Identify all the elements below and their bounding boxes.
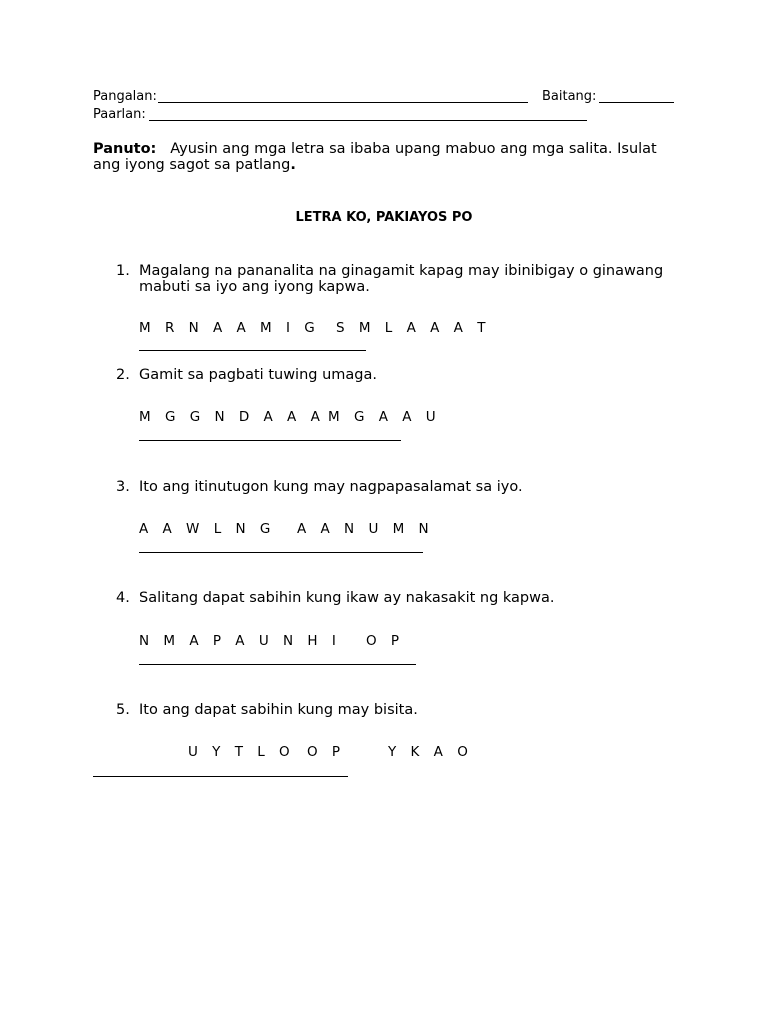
scrambled-word: S M L A A A T xyxy=(336,320,491,336)
scrambled-word: M R N A A M I G xyxy=(139,320,320,336)
worksheet-title: LETRA KO, PAKIAYOS PO xyxy=(295,210,473,225)
answer-line[interactable] xyxy=(139,552,423,553)
instructions-period: . xyxy=(290,157,296,173)
question-number: 1. xyxy=(116,263,130,279)
scrambled-word: U Y T L O xyxy=(188,744,295,760)
question-text: Magalang na pananalita na ginagamit kapag may ibinibigay o ginawang mabuti sa iyo ang iyong kapwa. xyxy=(139,263,664,295)
question-text: Salitang dapat sabihin kung ikaw ay nakasakit ng kapwa. xyxy=(139,590,555,606)
school-answer-line[interactable] xyxy=(149,120,587,121)
name-label: Pangalan: xyxy=(93,89,157,104)
answer-line[interactable] xyxy=(93,776,348,777)
instructions-label: Panuto: xyxy=(93,141,157,157)
instructions xyxy=(93,141,668,173)
scrambled-word: M G A A U xyxy=(328,409,441,425)
grade-label: Baitang: xyxy=(542,89,597,104)
scrambled-word: M G G N D A A A xyxy=(139,409,325,425)
question-text: Ito ang itinutugon kung may nagpapasalamat sa iyo. xyxy=(139,479,523,495)
scrambled-word: Y K A O xyxy=(388,744,473,760)
question-number: 2. xyxy=(116,367,130,383)
scrambled-word: A A W L N G xyxy=(139,521,276,537)
answer-line[interactable] xyxy=(139,440,401,441)
school-label: Paarlan: xyxy=(93,107,146,122)
question-text: Ito ang dapat sabihin kung may bisita. xyxy=(139,702,418,718)
question-text: Gamit sa pagbati tuwing umaga. xyxy=(139,367,377,383)
scrambled-word: N M A P A U N H I xyxy=(139,633,341,649)
question-number: 3. xyxy=(116,479,130,495)
answer-line[interactable] xyxy=(139,350,366,351)
grade-answer-line[interactable] xyxy=(599,102,674,103)
name-answer-line[interactable] xyxy=(158,102,528,103)
answer-line[interactable] xyxy=(139,664,416,665)
scrambled-word: A A N U M N xyxy=(297,521,434,537)
scrambled-word: O P xyxy=(366,633,405,649)
question-number: 5. xyxy=(116,702,130,718)
instructions-text: Ayusin ang mga letra sa ibaba upang mabuo ang mga salita. Isulat ang iyong sagot sa patlang xyxy=(93,141,657,173)
question-number: 4. xyxy=(116,590,130,606)
scrambled-word: O P xyxy=(307,744,346,760)
